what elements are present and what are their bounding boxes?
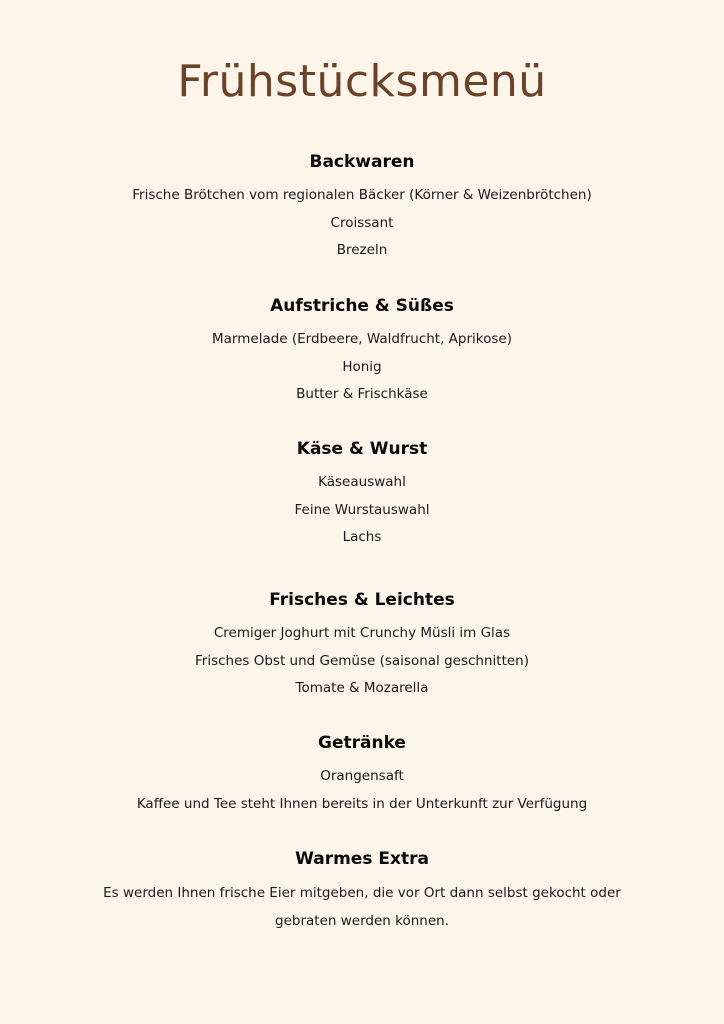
section-heading: Frisches & Leichtes [269, 590, 455, 610]
menu-item: Feine Wurstauswahl [294, 501, 430, 518]
section-backwaren [0, 151, 724, 265]
menu-item: Orangensaft [320, 768, 404, 784]
menu-item: Cremiger Joghurt mit Crunchy Müsli im Glas [213, 625, 511, 641]
menu-item: Croissant [330, 214, 394, 231]
menu-note: Es werden Ihnen frische Eier mitgeben, die vor Ort dann selbst gekocht oder gebraten werden können. [103, 885, 621, 929]
section-warmes-extra [0, 848, 724, 935]
menu-item: Lachs [342, 529, 382, 545]
menu-item: Butter & Frischkäse [296, 386, 428, 402]
menu-item: Frische Brötchen vom regionalen Bäcker (Körner & Weizenbrötchen) [132, 187, 592, 203]
section-heading: Aufstriche & Süßes [270, 296, 454, 316]
section-heading: Getränke [318, 733, 406, 753]
menu-item: Brezeln [336, 242, 388, 258]
section-getraenke [0, 732, 724, 818]
section-aufstriche [0, 295, 724, 409]
section-heading: Käse & Wurst [296, 439, 428, 459]
menu-item: Frisches Obst und Gemüse (saisonal geschnitten) [194, 652, 529, 669]
section-heading: Warmes Extra [295, 849, 429, 869]
menu-item: Honig [342, 358, 382, 375]
menu-item: Kaffee und Tee steht Ihnen bereits in der Unterkunft zur Verfügung [136, 795, 588, 812]
section-kaese-wurst [0, 438, 724, 552]
menu-item: Käseauswahl [318, 474, 406, 490]
section-frisches [0, 589, 724, 703]
menu-item: Marmelade (Erdbeere, Waldfrucht, Aprikose) [212, 331, 512, 347]
page-title: Frühstücksmenü [177, 56, 547, 107]
section-heading: Backwaren [309, 152, 415, 172]
menu-item: Tomate & Mozarella [295, 680, 429, 696]
